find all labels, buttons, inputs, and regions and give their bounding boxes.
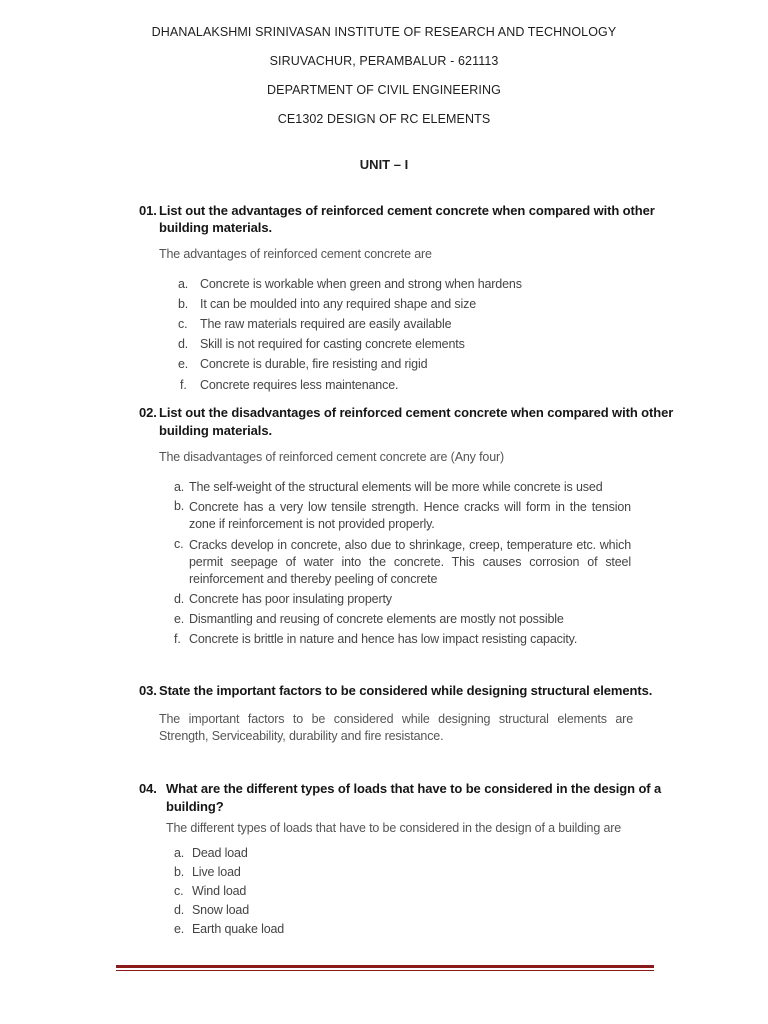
department-name: DEPARTMENT OF CIVIL ENGINEERING <box>267 83 501 97</box>
list-item: It can be moulded into any required shape and size <box>200 297 477 311</box>
list-item: Live load <box>192 865 241 879</box>
list-item: Concrete is workable when green and strong when hardens <box>200 277 522 291</box>
list-marker: b. <box>174 865 185 879</box>
list-item: Concrete has poor insulating property <box>189 592 392 606</box>
list-marker: a. <box>174 480 185 494</box>
unit-heading: UNIT – I <box>359 157 409 172</box>
list-item: Wind load <box>192 884 247 898</box>
list-marker: e. <box>178 357 189 371</box>
question-text: What are the different types of loads that have to be considered in the design of a <box>166 781 662 796</box>
question-number: 03. <box>139 683 157 698</box>
question-number: 04. <box>139 781 157 796</box>
list-item: Dead load <box>192 846 248 860</box>
list-item: Skill is not required for casting concrete elements <box>200 337 465 351</box>
list-item: Concrete is brittle in nature and hence has low impact resisting capacity. <box>189 632 578 646</box>
answer-text: The important factors to be considered while designing structural elements are Strength, Serviceability, durability and fire resistance. <box>159 712 633 743</box>
list-item: The self-weight of the structural elements will be more while concrete is used <box>189 480 603 494</box>
question-text: building? <box>166 799 224 814</box>
list-marker: f. <box>174 632 181 646</box>
answer-intro: The different types of loads that have to be considered in the design of a building are <box>166 821 622 835</box>
list-marker: d. <box>174 592 185 606</box>
list-item: The raw materials required are easily available <box>200 317 452 331</box>
question-text: State the important factors to be considered while designing structural elements. <box>159 683 653 698</box>
answer-intro: The advantages of reinforced cement concrete are <box>159 247 432 261</box>
list-item: Concrete is durable, fire resisting and rigid <box>200 357 428 371</box>
list-marker: c. <box>174 884 184 898</box>
question-number: 02. <box>139 405 157 420</box>
list-marker: a. <box>178 277 189 291</box>
list-item: Concrete requires less maintenance. <box>200 378 399 392</box>
list-item: Dismantling and reusing of concrete elements are mostly not possible <box>189 612 564 626</box>
course-title: CE1302 DESIGN OF RC ELEMENTS <box>277 112 491 126</box>
question-text: List out the advantages of reinforced cement concrete when compared with other <box>159 203 655 218</box>
list-marker: a. <box>174 846 185 860</box>
list-marker: b. <box>178 297 189 311</box>
list-item: Cracks develop in concrete, also due to shrinkage, creep, temperature etc. which permit seepage of water into the concrete. This causes corrosion of steel reinforcement and thereby peeling of concrete <box>189 538 631 586</box>
institute-name: DHANALAKSHMI SRINIVASAN INSTITUTE OF RESEARCH AND TECHNOLOGY <box>151 25 617 39</box>
list-item: Concrete has a very low tensile strength. Hence cracks will form in the tension zone if reinforcement is not provided properly. <box>189 500 631 531</box>
list-marker: d. <box>178 337 189 351</box>
question-text: building materials. <box>159 220 272 235</box>
list-marker: e. <box>174 612 185 626</box>
question-text: List out the disadvantages of reinforced cement concrete when compared with other <box>159 405 674 420</box>
institute-address: SIRUVACHUR, PERAMBALUR - 621113 <box>269 54 499 68</box>
list-marker: f. <box>180 378 187 392</box>
list-marker: c. <box>178 317 188 331</box>
question-number: 01. <box>139 203 157 218</box>
list-item: Earth quake load <box>192 922 285 936</box>
list-item: Snow load <box>192 903 250 917</box>
footer-rule-thin <box>116 970 654 971</box>
list-marker: d. <box>174 903 185 917</box>
list-marker: c. <box>174 537 184 551</box>
list-marker: b. <box>174 499 185 513</box>
list-marker: e. <box>174 922 185 936</box>
question-text: building materials. <box>159 423 272 438</box>
answer-intro: The disadvantages of reinforced cement concrete are (Any four) <box>159 450 505 464</box>
footer-rule-thick <box>116 965 654 968</box>
